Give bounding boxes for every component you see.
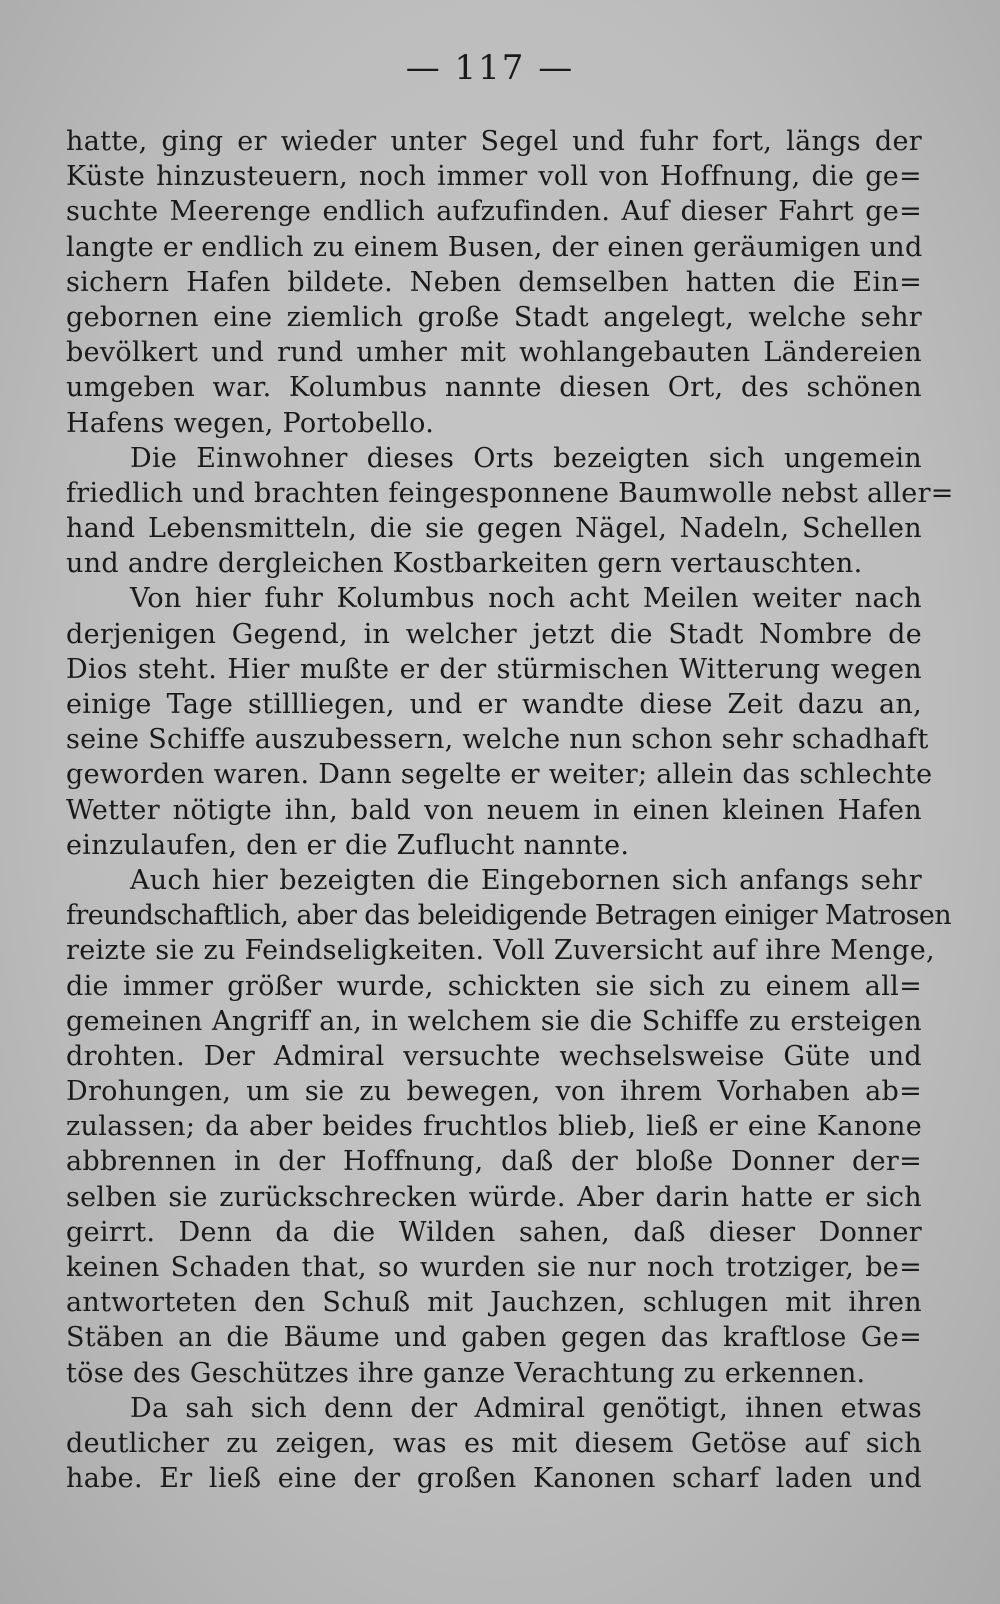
body-text — [66, 124, 954, 1496]
text-line: drohten. Der Admiral versuchte wechselsweise Güte und — [66, 1040, 922, 1072]
text-line: sichern Hafen bildete. Neben demselben hatten die Ein= — [66, 266, 922, 298]
text-line: Auch hier bezeigten die Eingebornen sich anfangs sehr — [130, 864, 922, 896]
text-line: Küste hinzusteuern, noch immer voll von Hoffnung, die ge= — [66, 161, 922, 193]
text-line: zulassen; da aber beides fruchtlos blieb, ließ er eine Kanone — [66, 1111, 922, 1143]
text-line: antworteten den Schuß mit Jauchzen, schlugen mit ihren — [66, 1287, 922, 1319]
text-line: töse des Geschützes ihre ganze Verachtung zu erkennen. — [66, 1357, 866, 1389]
text-line: einige Tage stillliegen, und er wandte diese Zeit dazu an, — [66, 689, 922, 720]
text-line: Drohungen, um sie zu bewegen, von ihrem Vorhaben ab= — [66, 1076, 922, 1108]
text-line: hand Lebensmitteln, die sie gegen Nägel, Nadeln, Schellen — [66, 513, 922, 545]
text-line: freundschaftlich, aber das beleidigende Betragen einiger Matrosen — [66, 900, 952, 932]
text-line: friedlich und brachten feingesponnene Baumwolle nebst aller= — [66, 477, 954, 509]
text-line: Dios steht. Hier mußte er der stürmischen Witterung wegen — [66, 653, 922, 685]
text-line: bevölkert und rund umher mit wohlangebauten Ländereien — [66, 337, 922, 369]
text-line: Da sah sich denn der Admiral genötigt, ihnen etwas — [130, 1392, 922, 1424]
text-line: habe. Er ließ eine der großen Kanonen scharf laden und — [66, 1463, 922, 1495]
text-line: geworden waren. Dann segelte er weiter; allein das schlechte — [66, 759, 933, 791]
text-line: Hafens wegen, Portobello. — [66, 407, 435, 439]
page-number: — 117 — — [405, 48, 575, 88]
text-line: gemeinen Angriff an, in welchem sie die Schiffe zu ersteigen — [66, 1005, 922, 1037]
text-line: gebornen eine ziemlich große Stadt angelegt, welche sehr — [66, 301, 922, 333]
text-line: Die Einwohner dieses Orts bezeigten sich ungemein — [130, 442, 922, 474]
text-line: derjenigen Gegend, in welcher jetzt die Stadt Nombre de — [66, 618, 922, 650]
text-line: einzulaufen, den er die Zuflucht nannte. — [66, 829, 630, 861]
text-line: reizte sie zu Feindseligkeiten. Voll Zuversicht auf ihre Menge, — [66, 935, 935, 967]
text-line: deutlicher zu zeigen, was es mit diesem Getöse auf sich — [66, 1427, 922, 1459]
text-line: hatte, ging er wieder unter Segel und fuhr fort, längs der — [66, 126, 922, 157]
text-line: Stäben an die Bäume und gaben gegen das kraftlose Ge= — [66, 1322, 922, 1354]
text-line: selben sie zurückschrecken würde. Aber darin hatte er sich — [66, 1181, 922, 1213]
text-line: und andre dergleichen Kostbarkeiten gern vertauschten. — [66, 548, 863, 580]
text-line: seine Schiffe auszubessern, welche nun schon sehr schadhaft — [66, 724, 929, 756]
text-line: abbrennen in der Hoffnung, daß der bloße Donner der= — [66, 1146, 922, 1178]
text-line: die immer größer wurde, schickten sie sich zu einem all= — [66, 970, 922, 1002]
text-line: keinen Schaden that, so wurden sie nur noch trotziger, be= — [66, 1252, 922, 1283]
text-line: suchte Meerenge endlich aufzufinden. Auf dieser Fahrt ge= — [66, 196, 922, 228]
text-line: umgeben war. Kolumbus nannte diesen Ort, des schönen — [66, 372, 922, 404]
text-line: Von hier fuhr Kolumbus noch acht Meilen weiter nach — [130, 583, 922, 615]
text-line: Wetter nötigte ihn, bald von neuem in einen kleinen Hafen — [66, 794, 922, 826]
text-line: langte er endlich zu einem Busen, der einen geräumigen und — [66, 231, 923, 263]
text-line: geirrt. Denn da die Wilden sahen, daß dieser Donner — [66, 1216, 922, 1248]
